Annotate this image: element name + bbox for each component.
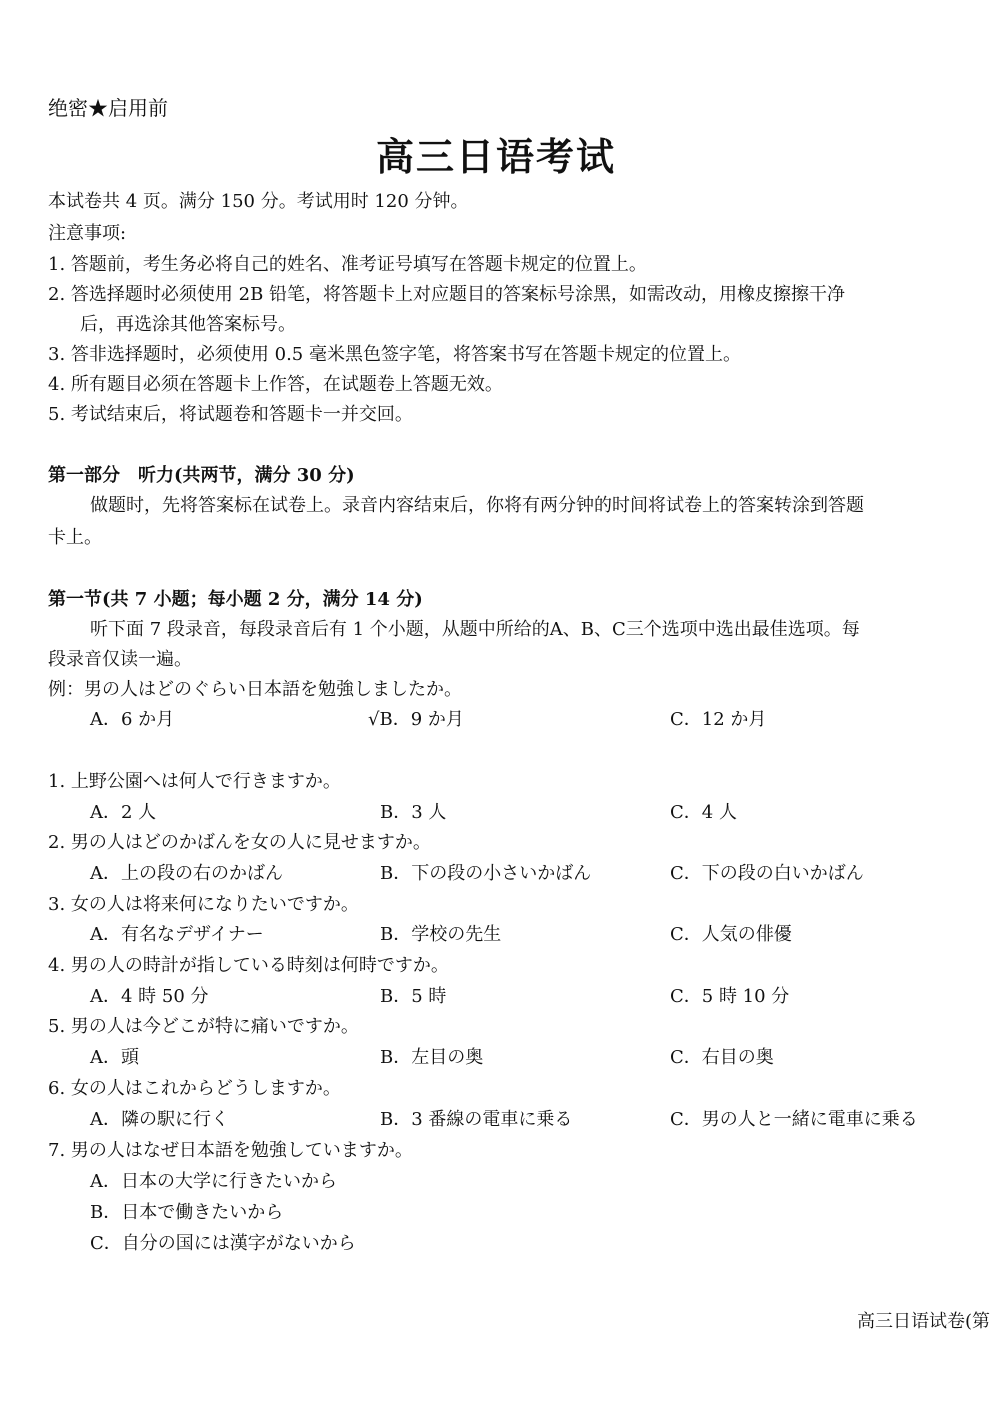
option-c: C．5 時 10 分	[670, 986, 790, 1007]
exam-intro: 本试卷共 4 页。满分 150 分。考试用时 120 分钟。	[48, 191, 469, 212]
notice-item: 2. 答选择题时必须使用 2B 铅笔，将答题卡上对应题目的答案标号涂黑，如需改动，用橡皮擦擦干净	[48, 284, 846, 305]
option-b: B．左目の奥	[380, 1047, 484, 1068]
option-b: B．学校の先生	[380, 924, 502, 945]
option-a: A．頭	[90, 1047, 139, 1068]
example-option-b: √B．9 か月	[368, 709, 464, 730]
question: 5. 男の人は今どこが特に痛いですか。	[48, 1016, 359, 1037]
option-b: B．3 人	[380, 802, 447, 823]
example-option-c: C．12 か月	[670, 709, 767, 730]
section1-instruction: 听下面 7 段录音，每段录音后有 1 个小题，从题中所给的A、B、C三个选项中选出最佳选项。每	[90, 619, 860, 640]
option-a: A．4 時 50 分	[90, 986, 209, 1007]
notice-item: 3. 答非选择题时，必须使用 0.5 毫米黑色签字笔，将答案书写在答题卡规定的位置上。	[48, 344, 741, 365]
notice-heading: 注意事项:	[48, 223, 127, 244]
question: 4. 男の人の時計が指している時刻は何時ですか。	[48, 955, 449, 976]
question: 2. 男の人はどのかばんを女の人に見せますか。	[48, 832, 431, 853]
option-b: B．下の段の小さいかばん	[380, 863, 592, 884]
question: 7. 男の人はなぜ日本語を勉強していますか。	[48, 1140, 413, 1161]
question: 3. 女の人は将来何になりたいですか。	[48, 894, 359, 915]
option-c: C．4 人	[670, 802, 737, 823]
option-a: A．隣の駅に行く	[90, 1109, 229, 1130]
option-b: B．3 番線の電車に乗る	[380, 1109, 573, 1130]
confidential-label: 绝密★启用前	[48, 96, 168, 120]
option-a: A．上の段の右のかばん	[90, 863, 283, 884]
page-footer: 高三日语试卷(第	[856, 1311, 990, 1332]
example-option-a: A．6 か月	[90, 709, 175, 730]
part1-instruction-continued: 卡上。	[48, 527, 102, 548]
notice-item: 4. 所有题目必须在答题卡上作答，在试题卷上答题无效。	[48, 374, 503, 395]
option-c: C．人気の俳優	[670, 924, 792, 945]
option-a: A．有名なデザイナー	[90, 924, 264, 945]
question: 6. 女の人はこれからどうしますか。	[48, 1078, 341, 1099]
option-c: C．自分の国には漢字がないから	[90, 1233, 356, 1254]
option-c: C．下の段の白いかばん	[670, 863, 864, 884]
option-a: A．2 人	[90, 802, 157, 823]
option-b: B．5 時	[380, 986, 447, 1007]
exam-title: 高三日语考试	[375, 134, 616, 179]
notice-item: 5. 考试结束后，将试题卷和答题卡一并交回。	[48, 404, 413, 425]
option-b: B．日本で働きたいから	[90, 1202, 284, 1223]
part1-heading: 第一部分 听力(共两节，满分 30 分)	[48, 465, 355, 486]
section1-heading: 第一节(共 7 小题；每小题 2 分，满分 14 分)	[48, 589, 423, 610]
part1-instruction: 做题时，先将答案标在试卷上。录音内容结束后，你将有两分钟的时间将试卷上的答案转涂到答题	[90, 495, 864, 516]
section1-instruction-continued: 段录音仅读一遍。	[48, 649, 192, 670]
option-a: A．日本の大学に行きたいから	[90, 1171, 337, 1192]
notice-item: 1. 答题前，考生务必将自己的姓名、准考证号填写在答题卡规定的位置上。	[48, 254, 647, 275]
option-c: C．右目の奥	[670, 1047, 774, 1068]
option-c: C．男の人と一緒に電車に乗る	[670, 1109, 918, 1130]
notice-item-continued: 后，再选涂其他答案标号。	[80, 314, 296, 335]
example-question: 例：男の人はどのぐらい日本語を勉強しましたか。	[48, 679, 462, 700]
question: 1. 上野公園へは何人で行きますか。	[48, 771, 341, 792]
